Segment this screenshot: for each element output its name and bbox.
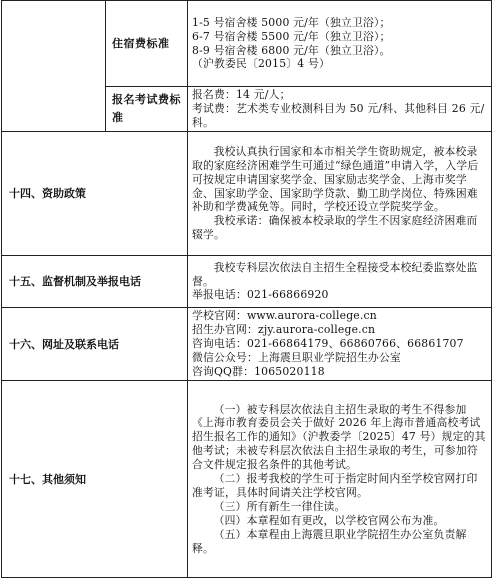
accommodation-line: 8-9 号宿舍楼 6800 元/年（独立卫浴）。 xyxy=(192,43,391,57)
exam-fee-label-cell xyxy=(106,87,188,132)
section16-label-cell xyxy=(2,308,188,381)
section17-paragraph: （四）本章程如有更改，以学校官网公布为准。 xyxy=(213,513,445,527)
exam-fee-line: 报名费：14 元/人； xyxy=(192,88,291,102)
table-row xyxy=(2,132,492,256)
section17-label: 十七、其他须知 xyxy=(9,472,86,486)
accommodation-line: 6-7 号宿舍楼 5500 元/年（独立卫浴）； xyxy=(192,29,391,43)
accommodation-label-cell xyxy=(106,1,188,87)
section15-paragraph: 举报电话：021-66866920 xyxy=(192,288,329,302)
section15-paragraph: 我校专科层次依法自主招生全程接受本校纪委监察处监督。 xyxy=(192,260,478,288)
qq-group: 咨询QQ群：1065020118 xyxy=(192,364,325,378)
blank-cell xyxy=(2,1,106,132)
contact-phone: 咨询电话：021-66864179、66860766、66861707 xyxy=(192,337,464,351)
accommodation-line: 1-5 号宿舍楼 5000 元/年（独立卫浴）； xyxy=(192,15,391,29)
exam-fee-content-cell xyxy=(188,87,492,132)
accommodation-label: 住宿费标准 xyxy=(112,36,170,50)
table-row xyxy=(2,1,492,87)
section15-content-cell xyxy=(188,256,492,308)
exam-fee-label: 报名考试费标准 xyxy=(112,93,181,124)
section14-label-cell xyxy=(2,132,188,256)
section14-content-cell xyxy=(188,132,492,256)
website-link[interactable]: 学校官网：www.aurora-college.cn xyxy=(192,309,377,323)
section15-label: 十五、监督机制及举报电话 xyxy=(9,275,141,288)
exam-fee-line: 考试费：艺术类专业校测科目为 50 元/科、其他科目 26 元/科。 xyxy=(192,102,485,129)
section14-paragraph: 我校承诺：确保被本校录取的学生不因家庭经济困难而辍学。 xyxy=(192,214,478,242)
wechat-account: 微信公众号：上海震旦职业学院招生办公室 xyxy=(192,350,401,364)
section17-content-cell xyxy=(188,381,492,578)
table-row xyxy=(2,381,492,578)
accommodation-line: （沪教委民〔2015〕4 号） xyxy=(192,57,330,71)
section14-label: 十四、资助政策 xyxy=(9,187,86,200)
table-row xyxy=(2,308,492,381)
table-row xyxy=(2,256,492,308)
section17-paragraph: （五）本章程由上海震旦职业学院招生办公室负责解释。 xyxy=(192,527,467,555)
section16-label: 十六、网址及联系电话 xyxy=(9,337,119,351)
accommodation-content-cell xyxy=(188,1,492,87)
section17-label-cell xyxy=(2,381,188,578)
charter-table xyxy=(1,0,492,578)
section14-paragraph: 我校认真执行国家和本市相关学生资助规定，被本校录取的家庭经济困难学生可通过“绿色通道”申请入学，入学后可按规定申请国家奖学金、国家励志奖学金、上海市奖学金、国家助学金、国家助学贷款、勤工助学岗位、特殊困难补助和学费减免等。同时，学校还设立学院奖学金。 xyxy=(192,144,479,214)
section17-paragraph: （三）所有新生一律住读。 xyxy=(213,499,346,513)
section16-content-cell xyxy=(188,308,492,381)
section17-paragraph: （二）报考我校的学生可于指定时间内至学校官网打印准考证，具体时间请关注学校官网。 xyxy=(192,472,478,499)
section15-label-cell xyxy=(2,256,188,308)
section17-paragraph: （一）被专科层次依法自主招生录取的考生不得参加《上海市教育委员会关于做好 2026 年上海市普通高校考试招生报名工作的通知》（沪教委学〔2025〕47 号）规定的其他考试；未被专科层次依法自主招生录取的考生，可参加符合文件规定报名条件的其他考试。 xyxy=(192,402,486,472)
admission-website-link[interactable]: 招生办官网：zjy.aurora-college.cn xyxy=(192,323,376,337)
